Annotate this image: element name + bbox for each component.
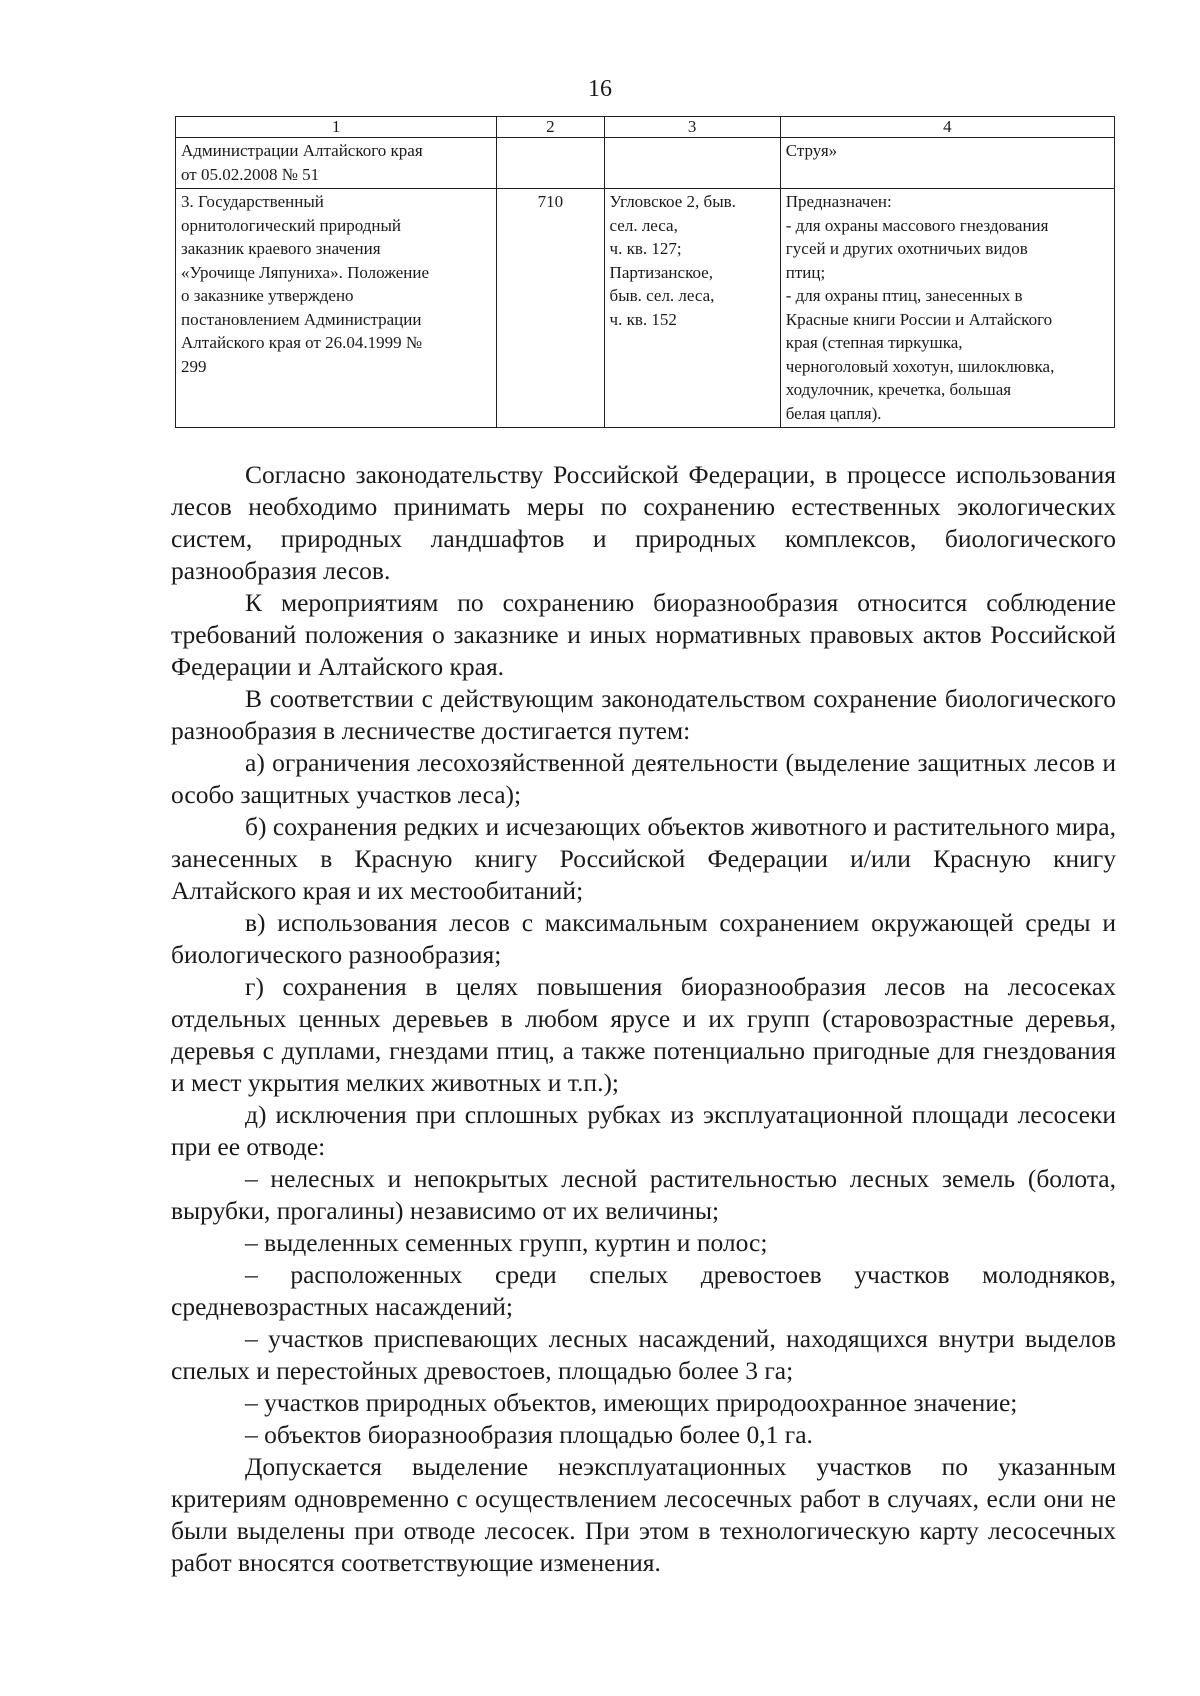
cell-line: ходулочник, кречетка, большая: [785, 380, 1012, 399]
table-header-row: [176, 117, 1115, 138]
cell-line: быв. сел. леса,: [609, 286, 715, 305]
cell-line: о заказнике утверждено: [181, 286, 354, 305]
paragraph: Согласно законодательству Российской Федерации, в процессе использования лесов необходимо принимать меры по сохранению естественных экологических систем, природных ландшафтов и природных комплексов, биологического разнообразия лесов.: [171, 460, 1116, 585]
cell-line: от 05.02.2008 № 51: [181, 164, 320, 184]
table-cell: [176, 189, 497, 428]
list-item: в) использования лесов с максимальным сохранением окружающей среды и биологического разнообразия;: [171, 908, 1116, 969]
cell-line: 299: [181, 356, 207, 376]
paragraph: Допускается выделение неэксплуатационных участков по указанным критериям одновременно с осуществлением лесосечных работ в случаях, если они не были выделены при отводе лесосек. При этом в технологическую карту лесосечных работ вносятся соответствующие изменения.: [171, 1452, 1116, 1577]
cell-line: постановлением Администрации: [181, 309, 422, 329]
table-row: [176, 189, 1115, 428]
column-header-3: 3: [604, 117, 780, 138]
page-number: 16: [588, 76, 612, 102]
cell-line: Алтайского края от 26.04.1999 №: [181, 333, 423, 352]
protected-areas-table: [175, 116, 1115, 428]
cell-line: - для охраны массового гнездования: [785, 215, 1049, 235]
table-row: [176, 138, 1115, 189]
cell-line: заказник краевого значения: [181, 239, 381, 258]
cell-line: ч. кв. 152: [609, 309, 677, 329]
cell-line: птиц;: [785, 262, 826, 282]
list-item: г) сохранения в целях повышения биоразнообразия лесов на лесосеках отдельных ценных деревьев в любом ярусе и их групп (старовозрастные деревья, деревья с дуплами, гнездами птиц, а также потенциально пригодные для гнездования и мест укрытия мелких животных и т.п.);: [171, 972, 1116, 1097]
sub-list-item: – нелесных и непокрытых лесной растительностью лесных земель (болота, вырубки, прогалины) независимо от их величины;: [171, 1164, 1116, 1225]
cell-line: гусей и других охотничьих видов: [785, 239, 1028, 258]
cell-line: Красные книги России и Алтайского: [785, 309, 1053, 329]
paragraph: В соответствии с действующим законодательством сохранение биологического разнообразия в лесничестве достигается путем:: [171, 684, 1116, 745]
cell-line: 3. Государственный: [181, 192, 324, 211]
cell-line: Струя»: [785, 141, 838, 160]
table-cell: [780, 138, 1114, 189]
column-header-1: 1: [176, 117, 497, 138]
cell-line: Партизанское,: [609, 262, 713, 282]
body-text: [171, 459, 1116, 1579]
table-cell: [497, 138, 604, 189]
list-item: б) сохранения редких и исчезающих объектов животного и растительного мира, занесенных в Красную книгу Российской Федерации и/или Красную книгу Алтайского края и их местообитаний;: [171, 812, 1116, 905]
cell-line: ч. кв. 127;: [609, 239, 682, 258]
cell-line: края (степная тиркушка,: [785, 333, 963, 352]
table-cell: [604, 138, 780, 189]
column-header-2: 2: [497, 117, 604, 138]
cell-line: белая цапля).: [785, 403, 882, 423]
sub-list-item: – участков приспевающих лесных насаждений, находящихся внутри выделов спелых и перестойных древостоев, площадью более 3 га;: [171, 1324, 1116, 1385]
sub-list-item: – участков природных объектов, имеющих природоохранное значение;: [245, 1388, 1018, 1417]
sub-list-item: – расположенных среди спелых древостоев участков молодняков, средневозрастных насаждений;: [171, 1260, 1116, 1321]
table-cell: [497, 189, 604, 428]
sub-list-item: – объектов биоразнообразия площадью более 0,1 га.: [245, 1420, 813, 1449]
cell-line: Предназначен:: [785, 192, 892, 211]
cell-line: орнитологический природный: [181, 215, 401, 235]
list-item: д) исключения при сплошных рубках из эксплуатационной площади лесосеки при ее отводе:: [171, 1100, 1116, 1161]
paragraph: К мероприятиям по сохранению биоразнообразия относится соблюдение требований положения о заказнике и иных нормативных правовых актов Российской Федерации и Алтайского края.: [171, 588, 1116, 681]
table-cell: [604, 189, 780, 428]
cell-line: - для охраны птиц, занесенных в: [785, 286, 1023, 305]
list-item: а) ограничения лесохозяйственной деятельности (выделение защитных лесов и особо защитных участков леса);: [171, 748, 1116, 809]
cell-line: Администрации Алтайского края: [181, 141, 423, 160]
cell-line: 710: [537, 192, 564, 211]
cell-line: сел. леса,: [609, 215, 678, 235]
cell-line: Угловское 2, быв.: [609, 192, 736, 211]
cell-line: черноголовый хохотун, шилоклювка,: [785, 356, 1055, 376]
sub-list-item: – выделенных семенных групп, куртин и полос;: [245, 1228, 768, 1257]
cell-line: «Урочище Ляпуниха». Положение: [181, 262, 430, 282]
table-cell: [780, 189, 1114, 428]
column-header-4: 4: [780, 117, 1114, 138]
table-cell: [176, 138, 497, 189]
